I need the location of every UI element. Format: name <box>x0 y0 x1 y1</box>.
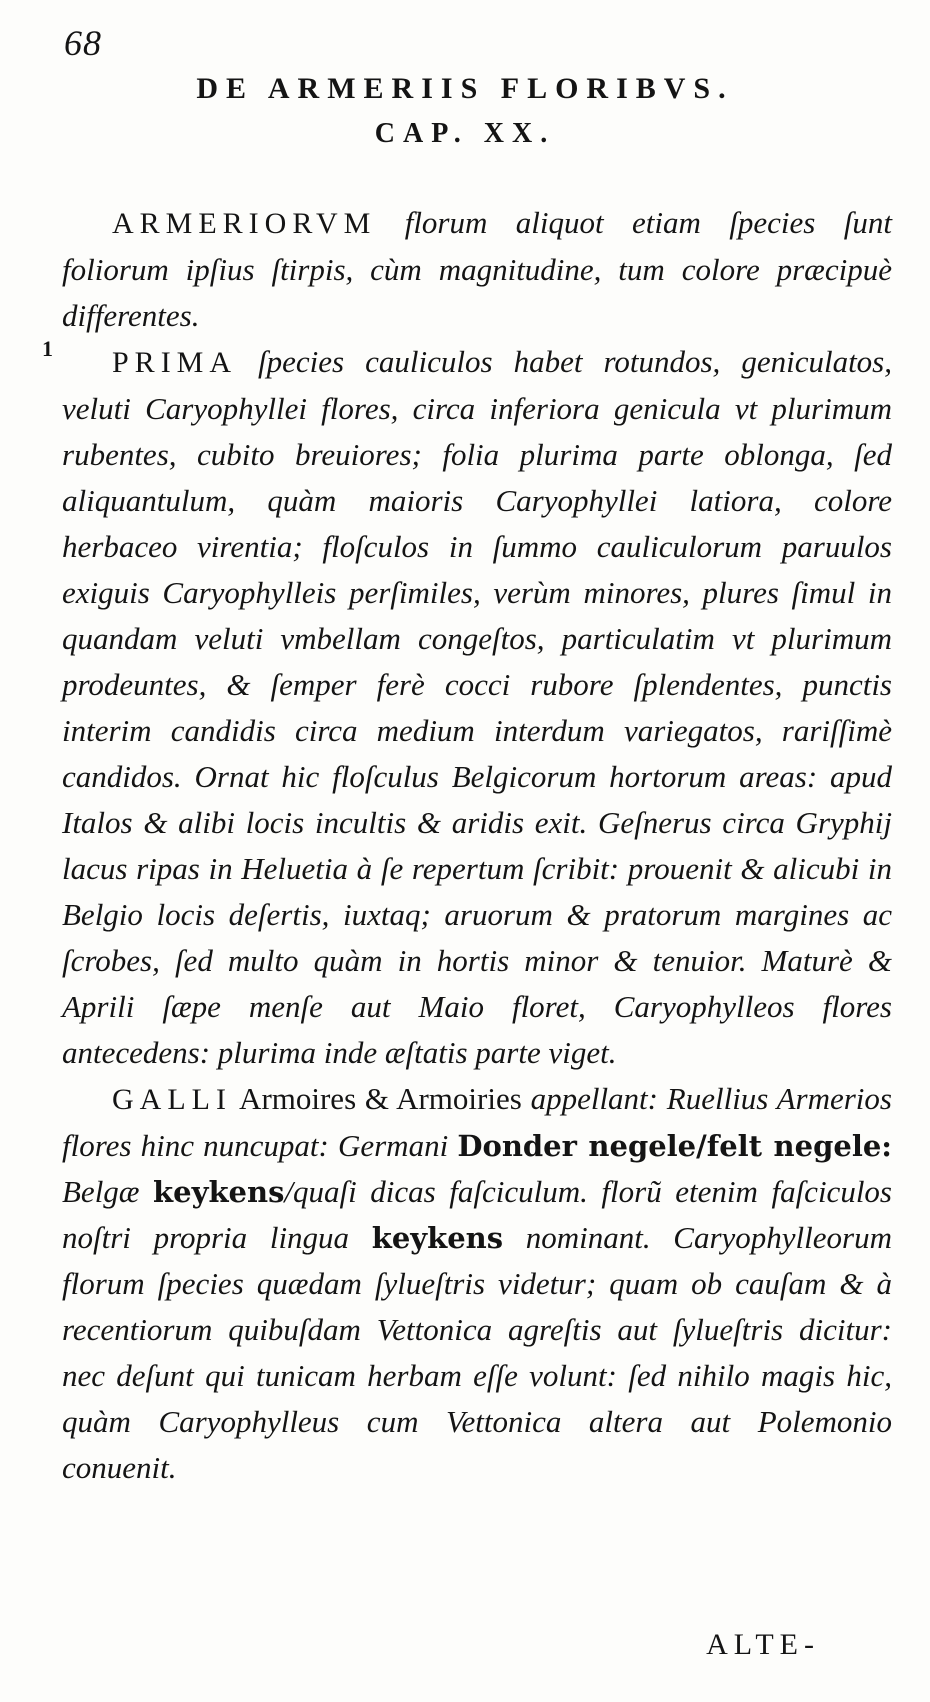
paragraph-3-text-2: Belgæ <box>62 1174 154 1209</box>
paragraph-2-text: ſpecies cauliculos habet rotundos, geniculatos, veluti Caryophyllei flores, circa inferiora genicula vt plurimum rubentes, cubito breuiores; folia plurima parte oblonga, ſed aliquantulum, quàm maioris Caryophyllei latiora, colore herbaceo virentia; floſculos in ſummo cauliculorum paruulos exiguis Caryophylleis perſimiles, verùm minores, plures ſimul in quandam veluti vmbellam congeſtos, particulatim vt plurimum prodeuntes, & ſemper ferè cocci rubore ſplendentes, punctis interim candidis circa medium interdum variegatos, rariſſimè candidos. Ornat hic floſculus Belgicorum hortorum areas: apud Italos & alibi locis incultis & aridis exit. Geſnerus circa Gryphij lacus ripas in Heluetia à ſe repertum ſcribit: prouenit & alicubi in Belgio locis deſertis, iuxtaq; aruorum & pratorum margines ac ſcrobes, ſed multo quàm in hortis minor & tenuior. Maturè & Aprili ſæpe menſe aut Maio floret, Caryophylleos flores antecedens: plurima inde æſtatis parte viget. <box>62 344 892 1070</box>
catchword: ALTE- <box>706 1628 820 1661</box>
running-head: DE ARMERIIS FLORIBVS. <box>196 72 734 105</box>
paragraph-3-lead: GALLI <box>112 1083 232 1116</box>
paragraph-3-french-names: Armoires & Armoiries <box>231 1081 522 1116</box>
paragraph-3 <box>62 1076 892 1491</box>
chapter-heading: CAP. XX. <box>374 118 556 149</box>
paragraph-1-lead: ARMERIORVM <box>112 207 377 240</box>
paragraph-3-text-4: nominant. Caryophylleorum florum ſpecies quædam ſylueſtris videtur; quam ob cauſam & à recentiorum quibuſdam Vettonica agreſtis aut ſylueſtris dicitur: nec deſunt qui tunicam herbam eſſe volunt: ſed nihilo magis hic, quàm Caryophylleus cum Vettonica altera aut Polemonio conuenit. <box>62 1220 892 1485</box>
paragraph-1-text: florum aliquot etiam ſpecies ſunt foliorum ipſius ſtirpis, cùm magnitudine, tum colore præcipuè differentes. <box>62 205 892 333</box>
paragraph-3-german-names: Donder negele/felt negele: <box>457 1129 892 1163</box>
paragraph-2 <box>62 339 892 1076</box>
paragraph-3-belgian-name-1: keykens <box>153 1175 285 1209</box>
paragraph-3-belgian-name-2: keykens <box>371 1221 504 1255</box>
margin-note-number: 1 <box>42 336 53 361</box>
page-number: 68 <box>64 23 102 63</box>
paragraph-3-text-1: appellant: Ruellius Armerios flores hinc nuncupat: Germani <box>62 1081 892 1163</box>
body-text <box>62 200 892 1491</box>
paragraph-3-text-3: /quaſi dicas faſciculum. florũ etenim faſciculos noſtri propria lingua <box>62 1174 892 1255</box>
paragraph-1 <box>62 200 892 339</box>
paragraph-2-lead: PRIMA <box>112 346 238 379</box>
